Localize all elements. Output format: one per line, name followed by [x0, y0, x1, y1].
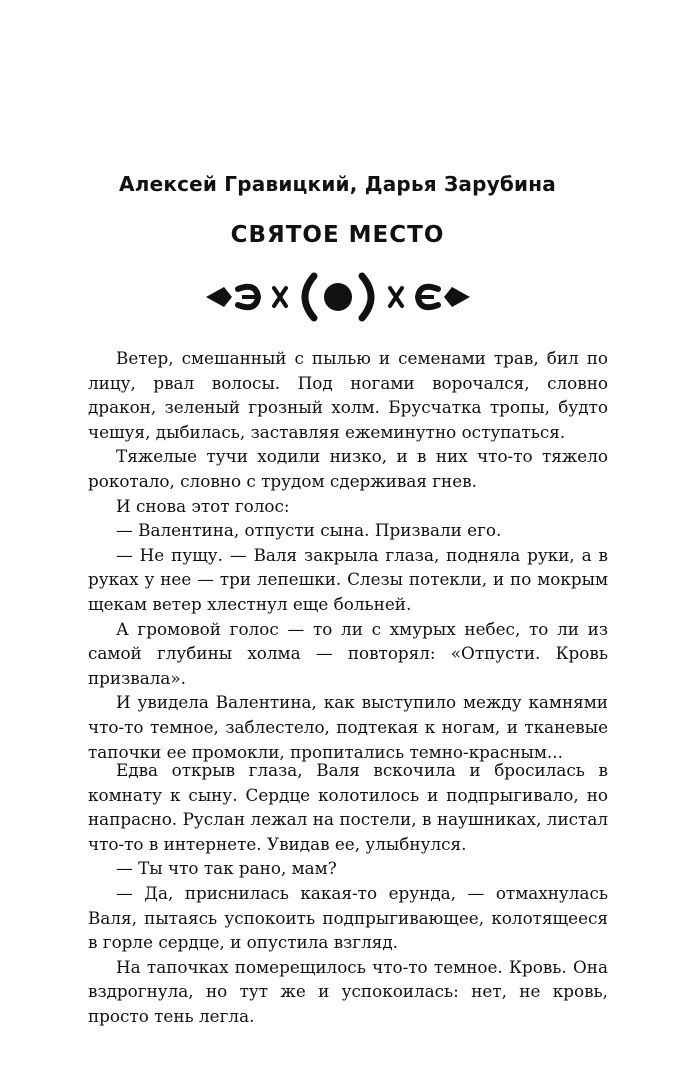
paragraph: А громовой голос — то ли с хмурых небес, то ли из самой глубины холма — повторял: «Отпусти. Кровь призвала».: [88, 618, 608, 688]
paragraph: На тапочках померещилось что-то темное. Кровь. Она вздрогнула, но тут же и успокоилась: нет, не кровь, просто тень легла.: [88, 956, 608, 1026]
paragraph: — Валентина, отпусти сына. Призвали его.: [116, 520, 502, 541]
paragraph: — Ты что так рано, мам?: [116, 858, 337, 879]
paragraph: — Не пущу. — Валя закрыла глаза, подняла руки, а в руках у нее — три лепешки. Слезы потекли, и по мокрым щекам ветер хлестнул еще больней.: [88, 544, 608, 614]
paragraph: И увидела Валентина, как выступило между камнями что-то темное, заблестело, подтекая к ногам, и тканевые тапочки ее промокли, пропитались темно-красным...: [88, 692, 608, 762]
paragraph: Едва открыв глаза, Валя вскочила и бросилась в комнату к сыну. Сердце колотилось и подпрыгивало, но напрасно. Руслан лежал на постели, в наушниках, листал что-то в интернете. Увидав ее, улыбнулся.: [88, 760, 608, 854]
story-section-2: [88, 758, 608, 1029]
paragraph: Ветер, смешанный с пылью и семенами трав, бил по лицу, рвал волосы. Под ногами ворочался, словно дракон, зеленый грозный холм. Брусчатка тропы, будто чешуя, дыбилась, заставляя ежеминутно оступаться.: [88, 348, 608, 442]
paragraph: И снова этот голос:: [116, 495, 290, 516]
story-section-1: [88, 346, 608, 764]
paragraph: Тяжелые тучи ходили низко, и в них что-то тяжело рокотало, словно с трудом сдерживая гнев.: [88, 446, 608, 491]
authors-line: Алексей Гравицкий, Дарья Зарубина: [119, 172, 556, 196]
decorative-divider-ornament-icon: [198, 262, 478, 332]
paragraph: — Да, приснилась какая-то ерунда, — отмахнулась Валя, пытаясь успокоить подпрыгивающее, колотящееся в горле сердце, и опустила взгляд.: [88, 882, 608, 953]
story-title: СВЯТОЕ МЕСТО: [230, 222, 445, 248]
